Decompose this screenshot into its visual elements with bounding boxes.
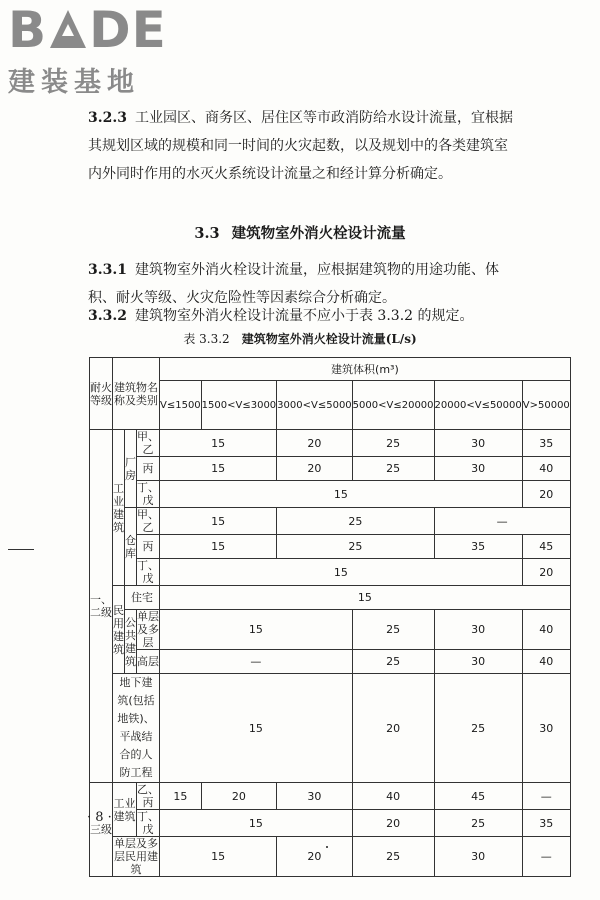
value-cell: 15 [160,481,523,508]
category-cell: 地下建筑(包括地铁)、平战结合的人防工程 [113,674,160,783]
header-building-volume: 建筑体积(m³) [160,358,571,381]
category-cell: 单层及多层 [137,610,159,649]
table-row [90,457,571,481]
value-cell: 45 [522,535,570,559]
table-row [90,586,571,610]
value-cell: 30 [522,674,570,783]
value-cell: 20 [522,481,570,508]
value-cell: 35 [522,430,570,457]
value-cell: 40 [352,783,434,810]
industrial-cell: 工业建筑 [113,430,125,586]
value-cell: 25 [352,610,434,650]
table-row [90,430,571,457]
clause-text: 工业园区、商务区、居住区等市政消防给水设计流量，宜根据其规划区域的规模和同一时间的火灾起数，以及规划中的各类建筑室内外同时作用的水灭火系统设计流量之和经计算分析确定。 [88,110,513,182]
category-cell: 丙 [137,457,160,481]
header-building-name: 建筑物名称及类别 [113,358,160,430]
value-cell: 25 [352,457,434,481]
category-cell: 单层及多层民用建筑 [114,837,158,876]
category-cell: 乙、丙 [137,783,159,809]
header-vol-col: 1500<V≤3000 [201,381,277,430]
factory-cell: 厂房 [125,430,137,508]
header-vol-col: V≤1500 [160,381,202,430]
value-cell: 15 [160,508,277,535]
category-cell: 甲、乙 [137,430,159,456]
table-header-row [90,358,571,381]
value-cell: 30 [277,783,353,810]
value-cell: 25 [352,650,434,674]
page-number: · 8 · [87,810,112,825]
scan-dot [326,846,328,848]
value-cell: 25 [352,430,434,457]
value-cell: — [522,783,570,810]
table-row [90,481,571,508]
logo-letter-b: B [8,1,48,59]
margin-mark [8,549,34,550]
value-cell: 25 [352,837,434,877]
clause-number: 3.3.2 [88,308,127,324]
table-row [90,837,571,877]
value-cell: 20 [277,837,353,877]
brand-logo-wordmark [8,1,183,59]
table-caption [0,330,600,347]
clause-number: 3.3.1 [88,262,127,278]
value-cell: 30 [434,650,522,674]
clause-3-2-3 [88,104,518,188]
table-row [90,810,571,837]
header-vol-col: 3000<V≤5000 [277,381,353,430]
header-vol-col: 5000<V≤20000 [352,381,434,430]
clause-text: 建筑物室外消火栓设计流量，应根据建筑物的用途功能、体积、耐火等级、火灾危险性等因素综合分析确定。 [88,262,499,306]
table-row [90,535,571,559]
value-cell: 15 [160,586,571,610]
value-cell: 20 [277,457,353,481]
logo-triangle-a-icon [50,10,86,48]
category-cell: 丁、戊 [137,810,159,836]
clause-text: 建筑物室外消火栓设计流量不应小于表 3.3.2 的规定。 [134,308,474,324]
value-cell: 40 [522,650,570,674]
value-cell: — [522,837,570,877]
value-cell: 15 [160,783,202,810]
logo-letters-de: DE [89,1,167,59]
value-cell: 40 [522,457,570,481]
value-cell: 25 [434,674,522,783]
section-number: 3.3 [194,225,220,242]
category-cell: 丁、戊 [137,481,159,507]
value-cell: 20 [352,810,434,837]
category-cell: 住宅 [125,586,160,610]
public-cell: 公共建筑 [125,610,137,674]
value-cell: 15 [160,810,353,837]
clause-number: 3.2.3 [88,110,127,126]
value-cell: 25 [277,508,434,535]
brand-logo [8,1,183,99]
value-cell: — [160,650,353,674]
category-cell: 丙 [137,535,160,559]
value-cell: 30 [434,430,522,457]
header-vol-col: V>50000 [522,381,570,430]
category-cell: 甲、乙 [137,508,159,534]
category-cell: 高层 [137,650,160,674]
table-row [90,783,571,810]
grade-cell: 三级 [90,783,113,877]
civil-cell: 民用建筑 [113,586,125,674]
value-cell: 15 [160,535,277,559]
value-cell: 45 [434,783,522,810]
grade-cell: 一、二级 [90,430,113,783]
value-cell: 20 [522,559,570,586]
value-cell: 20 [352,674,434,783]
value-cell: 15 [160,610,353,650]
flow-rate-table [89,357,571,877]
value-cell: 15 [160,674,353,783]
value-cell: 30 [434,610,522,650]
warehouse-cell: 仓库 [125,508,137,586]
value-cell: 15 [160,559,523,586]
section-title: 建筑物室外消火栓设计流量 [231,225,406,242]
section-heading [0,222,600,243]
value-cell: 30 [434,457,522,481]
table-row [90,559,571,586]
table-row [90,610,571,650]
industrial-cell: 工业建筑 [113,783,137,837]
value-cell: 40 [522,610,570,650]
value-cell: 30 [434,837,522,877]
header-vol-col: 20000<V≤50000 [434,381,522,430]
table-row [90,650,571,674]
header-fire-rating: 耐火等级 [90,358,113,430]
value-cell: 25 [277,535,434,559]
value-cell: 15 [160,457,277,481]
value-cell: 20 [201,783,277,810]
brand-logo-cn: 建装基地 [8,67,140,98]
value-cell: 35 [434,535,522,559]
table-row [90,508,571,535]
table-caption-number: 表 3.3.2 [183,332,230,346]
value-cell: 20 [277,430,353,457]
table-header-row [90,381,571,430]
clause-3-3-2 [88,302,518,330]
value-cell: 15 [160,837,277,877]
category-cell: 丁、戊 [137,559,159,585]
value-cell: — [434,508,570,535]
table-caption-title: 建筑物室外消火栓设计流量(L/s) [241,332,417,346]
value-cell: 15 [160,430,277,457]
value-cell: 35 [522,810,570,837]
value-cell: 25 [434,810,522,837]
